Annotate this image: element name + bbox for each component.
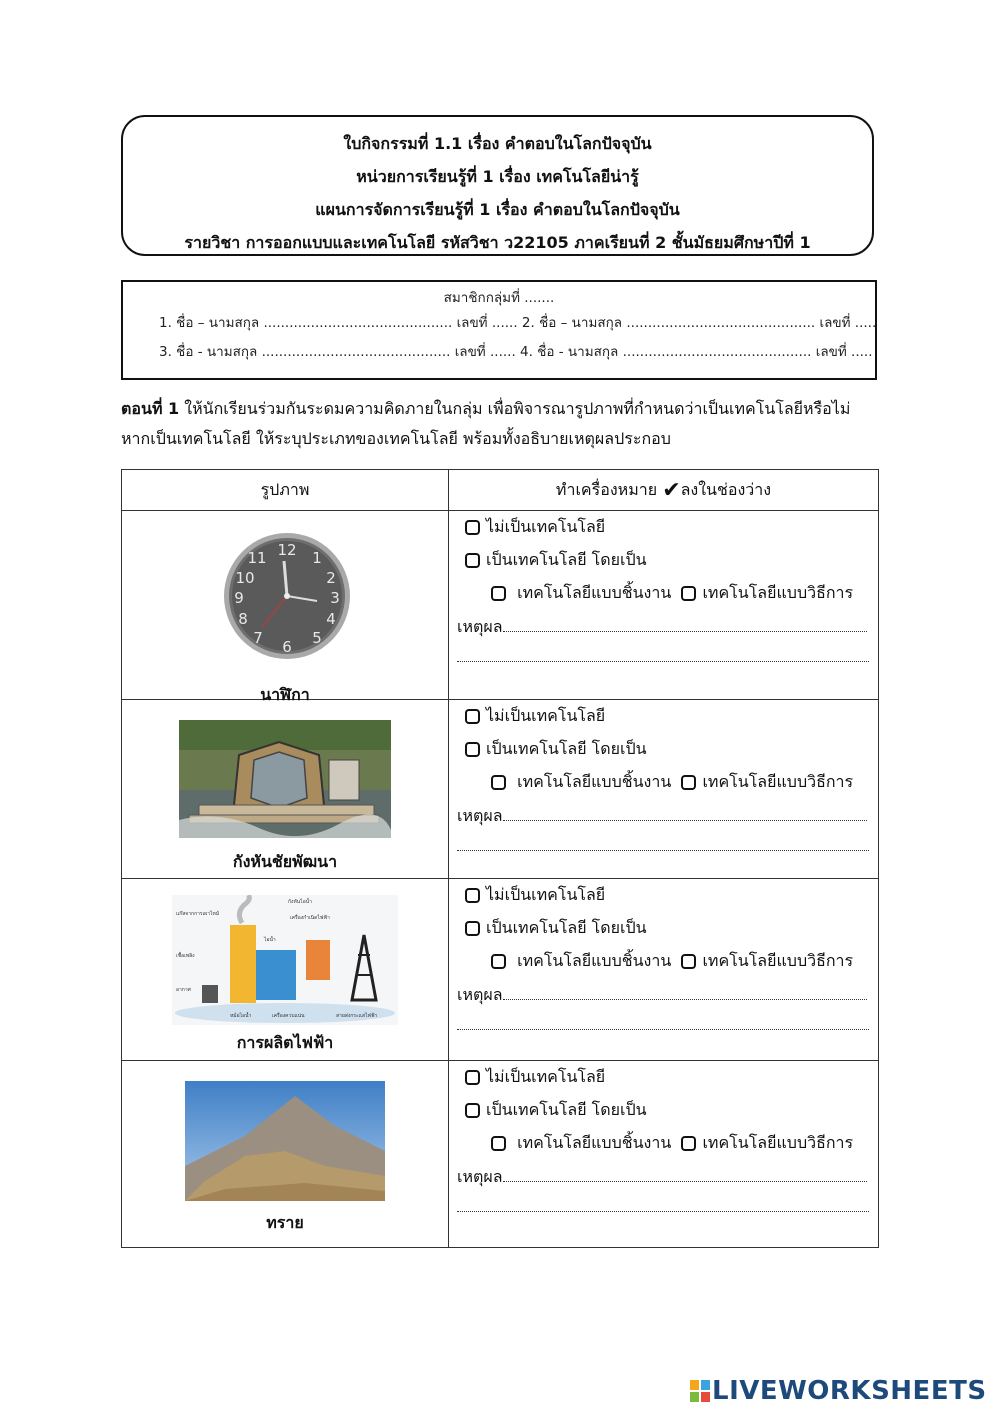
checkbox-product-tech[interactable]: [491, 586, 506, 601]
svg-text:6: 6: [282, 638, 292, 656]
diagram-label: แก๊สจากการเผาไหม้: [176, 911, 220, 917]
diagram-label: เครื่องกำเนิดไฟฟ้า: [290, 915, 330, 921]
col-header-instructions: [449, 470, 879, 511]
label-not-tech: ไม่เป็นเทคโนโลยี: [486, 1067, 606, 1086]
checkbox-product-tech[interactable]: [491, 775, 506, 790]
checkbox-is-tech[interactable]: [465, 921, 480, 936]
diagram-label: กังหันไอน้ำ: [288, 899, 312, 905]
checkbox-not-tech[interactable]: [465, 1070, 480, 1085]
picture-cell: [122, 879, 449, 1061]
checkbox-not-tech[interactable]: [465, 888, 480, 903]
diagram-label: เชื้อเพลิง: [176, 953, 195, 959]
header-line-4: รายวิชา การออกแบบและเทคโนโลยี รหัสวิชา ว22105 ภาคเรียนที่ 2 ชั้นมัธยมศึกษาปีที่ 1: [184, 233, 811, 252]
label-is-tech: เป็นเทคโนโลยี โดยเป็น: [486, 1100, 647, 1119]
reason-line-1[interactable]: [503, 985, 867, 1000]
caption: ทราย: [266, 1213, 304, 1232]
label-product-tech: เทคโนโลยีแบบชิ้นงาน: [517, 772, 672, 791]
svg-text:8: 8: [238, 610, 248, 628]
members-box: [121, 280, 877, 380]
caption: นาฬิกา: [260, 685, 310, 704]
power-plant-diagram: [172, 895, 398, 1025]
reason-line-2[interactable]: [457, 1197, 869, 1212]
checkbox-not-tech[interactable]: [465, 709, 480, 724]
diagram-label: สายส่งกระแสไฟฟ้า: [336, 1013, 378, 1019]
label-reason: เหตุผล: [457, 985, 503, 1004]
label-process-tech: เทคโนโลยีแบบวิธีการ: [702, 1133, 854, 1152]
svg-text:12: 12: [277, 541, 297, 559]
label-product-tech: เทคโนโลยีแบบชิ้นงาน: [517, 583, 672, 602]
table-row: [122, 879, 879, 1061]
clock-image: [222, 531, 352, 661]
options-cell: [449, 1061, 879, 1248]
label-not-tech: ไม่เป็นเทคโนโลยี: [486, 706, 606, 725]
reason-line-1[interactable]: [503, 806, 867, 821]
svg-text:9: 9: [234, 589, 244, 607]
svg-text:5: 5: [312, 629, 322, 647]
checkbox-process-tech[interactable]: [681, 775, 696, 790]
header-line-1: ใบกิจกรรมที่ 1.1 เรื่อง คำตอบในโลกปัจจุบัน: [343, 134, 652, 153]
label-is-tech: เป็นเทคโนโลยี โดยเป็น: [486, 739, 647, 758]
instruction: [121, 394, 881, 454]
svg-text:10: 10: [235, 569, 255, 587]
caption: กังหันชัยพัฒนา: [232, 852, 338, 871]
svg-text:11: 11: [247, 549, 267, 567]
instruction-text-2: หากเป็นเทคโนโลยี ให้ระบุประเภทของเทคโนโลยี พร้อมทั้งอธิบายเหตุผลประกอบ: [121, 429, 671, 448]
table-row: [122, 511, 879, 700]
label-reason: เหตุผล: [457, 617, 503, 636]
label-process-tech: เทคโนโลยีแบบวิธีการ: [702, 583, 854, 602]
svg-text:4: 4: [326, 610, 336, 628]
instruction-text-1: ให้นักเรียนร่วมกันระดมความคิดภายในกลุ่ม เพื่อพิจารณารูปภาพที่กำหนดว่าเป็นเทคโนโลยีหรือไม่: [179, 399, 851, 418]
reason-line-2[interactable]: [457, 836, 869, 851]
diagram-label: เครื่องควบแน่น: [272, 1013, 305, 1019]
diagram-label: ไอน้ำ: [264, 937, 276, 943]
svg-text:7: 7: [253, 629, 263, 647]
checkbox-is-tech[interactable]: [465, 742, 480, 757]
header-box: [121, 115, 874, 256]
label-not-tech: ไม่เป็นเทคโนโลยี: [486, 885, 606, 904]
label-not-tech: ไม่เป็นเทคโนโลยี: [486, 517, 606, 536]
turbine-image: [179, 720, 391, 838]
reason-line-1[interactable]: [503, 617, 867, 632]
col-header-pre: ทำเครื่องหมาย: [555, 479, 663, 499]
checkbox-process-tech[interactable]: [681, 1136, 696, 1151]
check-mark-icon: ✔: [662, 477, 681, 503]
label-product-tech: เทคโนโลยีแบบชิ้นงาน: [517, 951, 672, 970]
checkbox-is-tech[interactable]: [465, 1103, 480, 1118]
header-line-3: แผนการจัดการเรียนรู้ที่ 1 เรื่อง คำตอบในโลกปัจจุบัน: [315, 200, 680, 219]
table-row: [122, 700, 879, 879]
label-is-tech: เป็นเทคโนโลยี โดยเป็น: [486, 550, 647, 569]
members-title: สมาชิกกลุ่มที่ .......: [443, 290, 555, 306]
col-header-post: ลงในช่องว่าง: [680, 479, 772, 499]
diagram-label: หม้อไอน้ำ: [230, 1013, 252, 1019]
instruction-label: ตอนที่ 1: [121, 399, 180, 418]
checkbox-product-tech[interactable]: [491, 1136, 506, 1151]
members-row-2[interactable]: 3. ชื่อ - นามสกุล ............................................ เลขที่ ...... 4. ชื่อ - นามสกุล ............................................ เลขที่ .....: [159, 344, 873, 360]
checkbox-not-tech[interactable]: [465, 520, 480, 535]
members-row-1[interactable]: 1. ชื่อ – นามสกุล ............................................ เลขที่ ...... 2. ชื่อ – นามสกุล ............................................ เลขที่ .....: [159, 315, 877, 331]
col-header-picture: รูปภาพ: [122, 470, 449, 511]
options-cell: [449, 700, 879, 879]
table-header-row: [122, 470, 879, 511]
liveworksheets-logo: [690, 1376, 987, 1406]
svg-text:2: 2: [326, 569, 336, 587]
reason-line-1[interactable]: [503, 1167, 867, 1182]
reason-line-2[interactable]: [457, 1015, 869, 1030]
logo-text: LIVEWORKSHEETS: [712, 1376, 987, 1406]
liveworksheets-logo-icon: [690, 1380, 710, 1402]
label-product-tech: เทคโนโลยีแบบชิ้นงาน: [517, 1133, 672, 1152]
options-cell: [449, 879, 879, 1061]
checkbox-product-tech[interactable]: [491, 954, 506, 969]
checkbox-is-tech[interactable]: [465, 553, 480, 568]
picture-cell: [122, 700, 449, 879]
label-is-tech: เป็นเทคโนโลยี โดยเป็น: [486, 918, 647, 937]
label-reason: เหตุผล: [457, 806, 503, 825]
checkbox-process-tech[interactable]: [681, 586, 696, 601]
picture-cell: [122, 511, 449, 704]
checkbox-process-tech[interactable]: [681, 954, 696, 969]
caption: การผลิตไฟฟ้า: [236, 1033, 334, 1052]
reason-line-2[interactable]: [457, 647, 869, 662]
worksheet-table: [121, 469, 879, 1248]
svg-text:1: 1: [312, 549, 322, 567]
svg-text:3: 3: [330, 589, 340, 607]
options-cell: [449, 511, 879, 700]
sand-image: [185, 1081, 385, 1201]
label-process-tech: เทคโนโลยีแบบวิธีการ: [702, 951, 854, 970]
table-row: [122, 1061, 879, 1248]
label-process-tech: เทคโนโลยีแบบวิธีการ: [702, 772, 854, 791]
picture-cell: [122, 1061, 449, 1248]
diagram-label: อากาศ: [176, 987, 191, 993]
header-line-2: หน่วยการเรียนรู้ที่ 1 เรื่อง เทคโนโลยีน่ารู้: [356, 167, 639, 186]
label-reason: เหตุผล: [457, 1167, 503, 1186]
